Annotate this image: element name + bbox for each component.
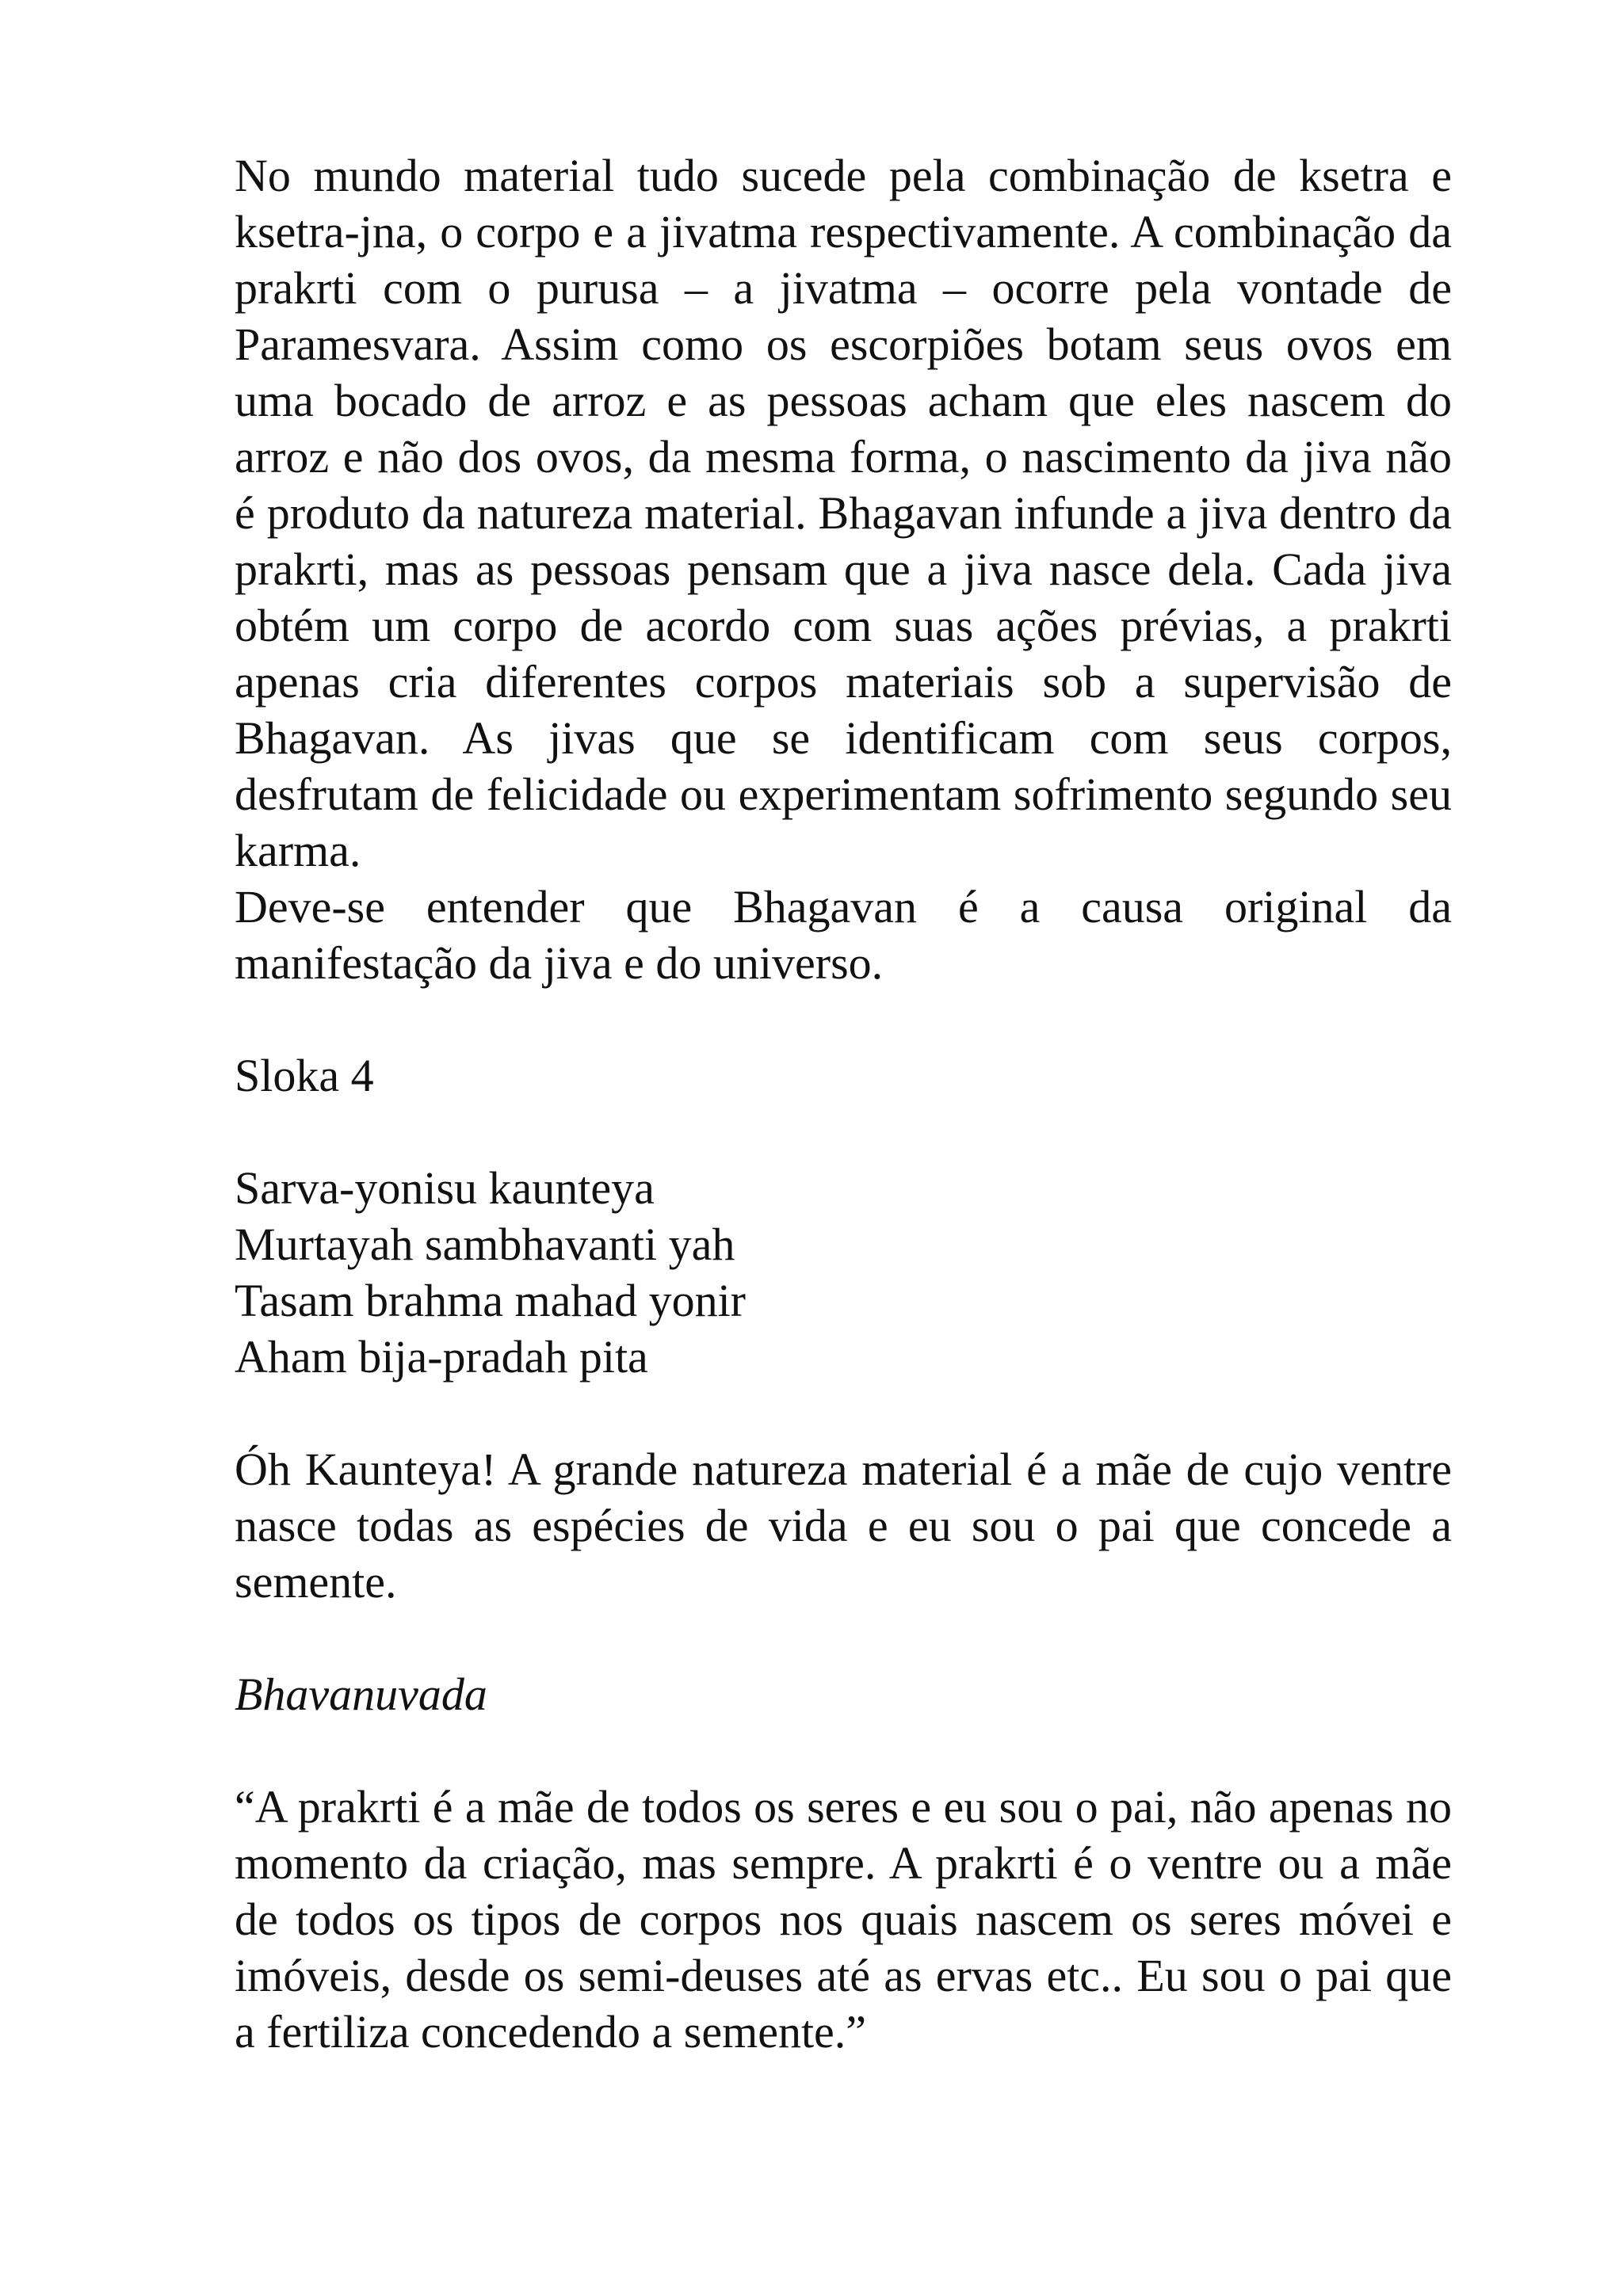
commentary-paragraph: No mundo material tudo sucede pela combinação de ksetra e ksetra-jna, o corpo e a jivatma respectivamente. A combinação da prakrti com o purusa – a jivatma – ocorre pela vontade de Paramesvara. Assim como os escorpiões botam seus ovos em uma bocado de arroz e as pessoas acham que eles nascem do arroz e não dos ovos, da mesma forma, o nascimento da jiva não é produto da natureza material. Bhagavan infunde a jiva dentro da prakrti, mas as pessoas pensam que a jiva nasce dela. Cada jiva obtém um corpo de acordo com suas ações prévias, a prakrti apenas cria diferentes corpos materiais sob a supervisão de Bhagavan. As jivas que se identificam com seus corpos, desfrutam de felicidade ou experimentam sofrimento segundo seu karma. [235, 150, 1452, 876]
spacer [235, 1722, 1452, 1779]
commentary-paragraph-conclusion: Deve-se entender que Bhagavan é a causa original da manifestação da jiva e do universo. [235, 881, 1452, 989]
verse-translation: Óh Kaunteya! A grande natureza material é a mãe de cujo ventre nasce todas as espécies de vida e eu sou o pai que concede a semente. [235, 1444, 1452, 1608]
bhavanuvada-heading: Bhavanuvada [235, 1669, 487, 1720]
sanskrit-verse [235, 1160, 1452, 1385]
verse-line: Sarva-yonisu kaunteya [235, 1162, 655, 1214]
spacer [235, 1610, 1452, 1666]
spacer [235, 991, 1452, 1047]
verse-line: Aham bija-pradah pita [235, 1331, 648, 1383]
verse-line: Tasam brahma mahad yonir [235, 1275, 746, 1326]
verse-line: Murtayah sambhavanti yah [235, 1219, 735, 1270]
bhavanuvada-paragraph: “A prakrti é a mãe de todos os seres e eu sou o pai, não apenas no momento da criação, mas sempre. A prakrti é o ventre ou a mãe de todos os tipos de corpos nos quais nascem os seres móvei e imóveis, desde os semi-deuses até as ervas etc.. Eu sou o pai que a fertiliza concedendo a semente.” [235, 1781, 1452, 2058]
document-page [235, 147, 1452, 2060]
sloka-heading: Sloka 4 [235, 1050, 374, 1101]
spacer [235, 1385, 1452, 1441]
spacer [235, 1104, 1452, 1160]
